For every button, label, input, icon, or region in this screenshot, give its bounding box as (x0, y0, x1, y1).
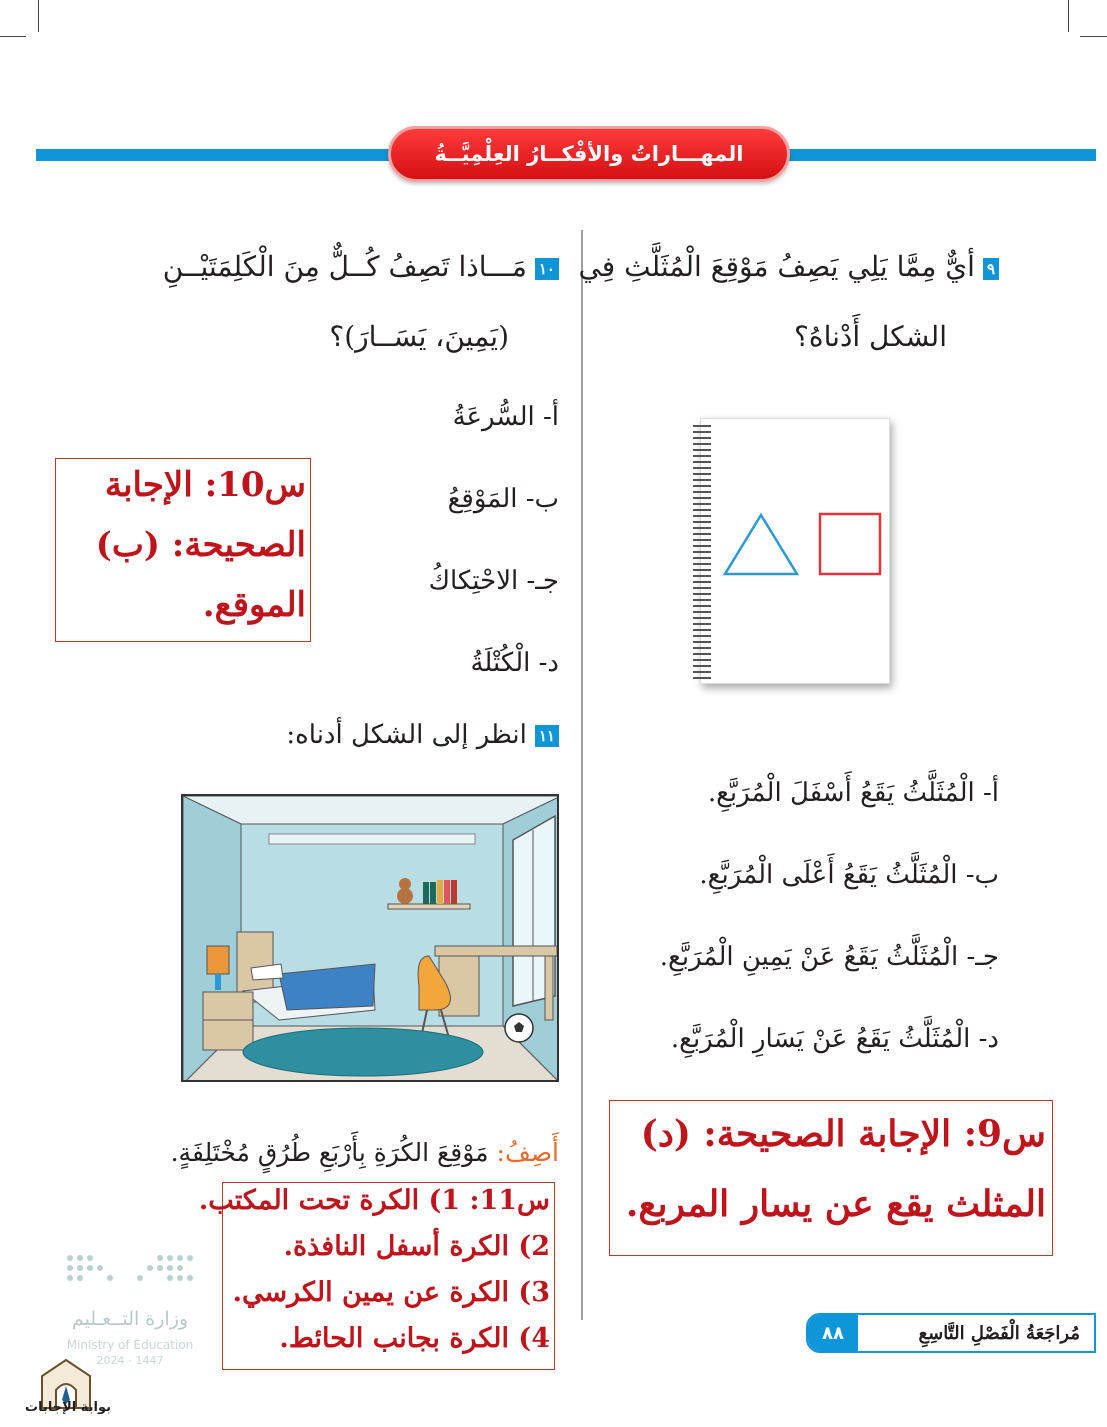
q10-answer-line3: الموقع. (202, 585, 306, 625)
q11-prompt-label: أَصِفُ: (496, 1138, 559, 1167)
q11-answer-3: 3) الكرة عن يمين الكرسي. (232, 1277, 550, 1308)
section-header (388, 126, 790, 182)
q9-text: أيٌّ مِمَّا يَلِي يَصِفُ مَوْقِعَ الْمُثَلَّثِ فِي (578, 250, 975, 283)
q9-answer-box (609, 1100, 1053, 1256)
q11-answer-2: 2) الكرة أسفل النافذة. (283, 1231, 550, 1262)
column-divider (581, 230, 583, 1320)
crop-mark (1068, 0, 1069, 32)
ministry-name-ar: وزارة التــعـليم (71, 1308, 189, 1330)
page-number: ٨٨ (808, 1315, 858, 1351)
header-line-left (36, 149, 392, 161)
q10-text: مَـــاذا تَصِفُ كُــلٌّ مِنَ الْكَلِمَتَيْــنِ (162, 250, 527, 283)
q11-prompt (171, 1138, 559, 1167)
square-shape (820, 514, 880, 574)
q11-answer-box (198, 1182, 555, 1370)
q10-option-b: ب- المَوْقِعُ (447, 484, 559, 514)
page-footer (806, 1313, 1096, 1353)
q11-line1 (286, 720, 559, 750)
q10-line1 (163, 250, 559, 283)
bedroom-illustration (181, 794, 559, 1082)
ministry-year: 2024 - 1447 (96, 1354, 164, 1367)
q10-answer-line1: س10: الإجابة (104, 465, 306, 505)
q9-answer-line2: المثلث يقع عن يسار المربع. (625, 1183, 1046, 1225)
q11-prompt-text: مَوْقِعَ الكُرَةِ بِأَرْبَعِ طُرُقٍ مُخْتَلِفَةٍ. (170, 1138, 489, 1167)
q10-number: ١٠ (535, 258, 559, 280)
triangle-shape (725, 515, 797, 574)
site-name: بوابة الإجابات (25, 1400, 111, 1415)
notebook-figure (700, 418, 890, 684)
q9-option-d: د- الْمُثَلَّثُ يَقَعُ عَنْ يَسَارِ الْمُرَبَّعِ. (670, 1024, 999, 1054)
q11-number: ١١ (535, 725, 559, 747)
q9-option-b: ب- الْمُثَلَّثُ يَقَعُ أَعْلَى الْمُرَبَّعِ. (699, 860, 999, 890)
q10-option-c: جـ- الاحْتِكاكُ (428, 566, 559, 596)
q11-answer-1: س11: 1) الكرة تحت المكتب. (198, 1185, 550, 1216)
q9-answer-line1: س9: الإجابة الصحيحة: (د) (640, 1113, 1046, 1155)
q9-line2: الشكل أَدْناهُ؟ (794, 320, 947, 353)
q10-option-a: أ- السُّرعَةُ (452, 402, 559, 432)
q10-answer-box (55, 458, 311, 642)
chapter-review-label: مُراجَعَةُ الْفَصْلِ التَّاسِعِ (918, 1322, 1080, 1344)
ministry-logo-icon (60, 1248, 210, 1308)
ministry-name-en: Ministry of Education (66, 1338, 194, 1352)
q9-line1 (578, 250, 999, 283)
q11-text: انظر إلى الشكل أدناه: (286, 720, 527, 750)
q9-option-c: جـ- الْمُثَلَّثُ يَقَعُ عَنْ يَمِينِ الْمُرَبَّعِ. (659, 942, 999, 972)
q11-answer-4: 4) الكرة بجانب الحائط. (279, 1323, 550, 1354)
q10-answer-line2: الصحيحة: (ب) (95, 525, 306, 565)
crop-mark (38, 0, 39, 32)
section-title: المهـــاراتُ والأفْكــارُ العِلْمِيَّــةُ (434, 142, 744, 166)
crop-mark (0, 36, 26, 37)
header-line-right (786, 149, 1096, 161)
q10-line2: (يَمِينَ، يَسَــارَ)؟ (329, 320, 509, 353)
q9-number: ٩ (983, 258, 999, 280)
q9-option-a: أ- الْمُثَلَّثُ يَقَعُ أَسْفَلَ الْمُرَبَّعِ. (707, 778, 999, 808)
q10-option-d: د- الْكُتْلَةُ (470, 648, 559, 678)
crop-mark (1080, 36, 1107, 37)
shapes-figure (701, 419, 891, 685)
